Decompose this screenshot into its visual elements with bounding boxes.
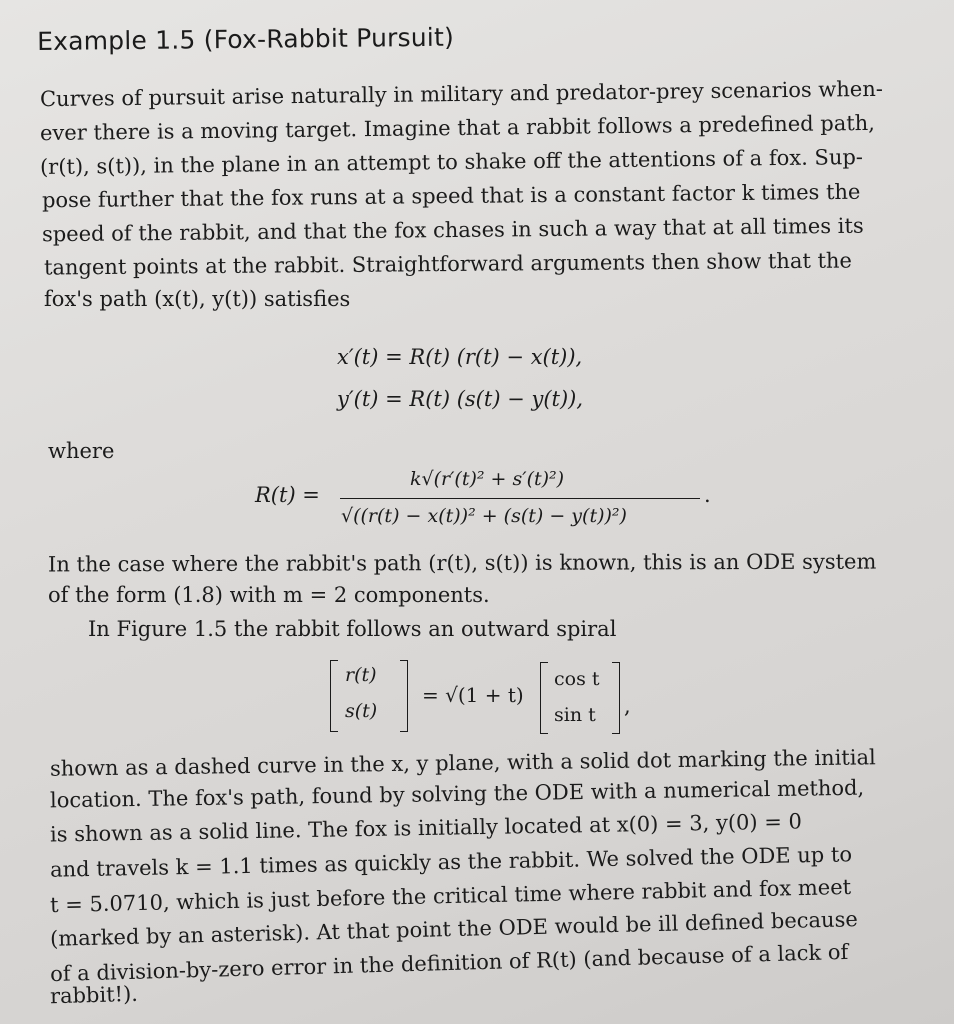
text-line: rabbit!).	[49, 981, 139, 1009]
text-line: In the case where the rabbit's path (r(t), s(t)) is known, this is an ODE system	[47, 549, 877, 577]
where-label: where	[48, 439, 115, 463]
spiral-cos: cos t	[554, 668, 600, 690]
spiral-s-of-t: s(t)	[345, 700, 378, 722]
right-bracket	[612, 662, 620, 734]
R-denominator: √((r(t) − x(t))² + (s(t) − y(t))²)	[341, 505, 627, 527]
text-line: is shown as a solid line. The fox is initially located at x(0) = 3, y(0) = 0	[49, 809, 803, 847]
left-bracket	[330, 660, 338, 732]
text-line: In Figure 1.5 the rabbit follows an outward spiral	[88, 617, 617, 641]
equation-x-prime: x′(t) = R(t) (r(t) − x(t)),	[337, 345, 583, 369]
text-line: ever there is a moving target. Imagine that a rabbit follows a predefined path,	[39, 110, 876, 146]
text-line: pose further that the fox runs at a speed that is a constant factor k times the	[41, 179, 861, 213]
example-title: Example 1.5 (Fox-Rabbit Pursuit)	[37, 22, 455, 56]
fraction-bar	[340, 498, 700, 499]
text-line: tangent points at the rabbit. Straightforward arguments then show that the	[43, 248, 853, 280]
text-line: of the form (1.8) with m = 2 components.	[48, 583, 490, 607]
text-line: (r(t), s(t)), in the plane in an attempt to shake off the attentions of a fox. Sup-	[39, 144, 864, 180]
text-line: fox's path (x(t), y(t)) satisfies	[44, 287, 351, 311]
text-line: speed of the rabbit, and that the fox chases in such a way that at all times its	[41, 213, 864, 247]
text-line: of a division-by-zero error in the definition of R(t) (and because of a lack of	[49, 939, 849, 987]
spiral-end: ,	[624, 694, 631, 718]
right-bracket	[400, 660, 408, 732]
text-line: shown as a dashed curve in the x, y plane, with a solid dot marking the initial	[49, 745, 876, 781]
left-bracket	[540, 662, 548, 734]
text-line: t = 5.0710, which is just before the critical time where rabbit and fox meet	[49, 874, 852, 918]
R-end: .	[704, 483, 711, 507]
spiral-sqrt-factor: = √(1 + t)	[422, 683, 524, 707]
text-line: Curves of pursuit arise naturally in military and predator-prey scenarios when-	[39, 76, 884, 112]
text-line: (marked by an asterisk). At that point the ODE would be ill defined because	[49, 907, 859, 951]
spiral-r-of-t: r(t)	[345, 664, 377, 686]
text-line: location. The fox's path, found by solving the ODE with a numerical method,	[49, 775, 865, 813]
text-line: and travels k = 1.1 times as quickly as the rabbit. We solved the ODE up to	[49, 842, 853, 882]
spiral-sin: sin t	[554, 704, 596, 726]
equation-y-prime: y′(t) = R(t) (s(t) − y(t)),	[337, 387, 584, 411]
R-lhs: R(t) =	[255, 483, 320, 507]
R-numerator: k√(r′(t)² + s′(t)²)	[410, 468, 565, 490]
